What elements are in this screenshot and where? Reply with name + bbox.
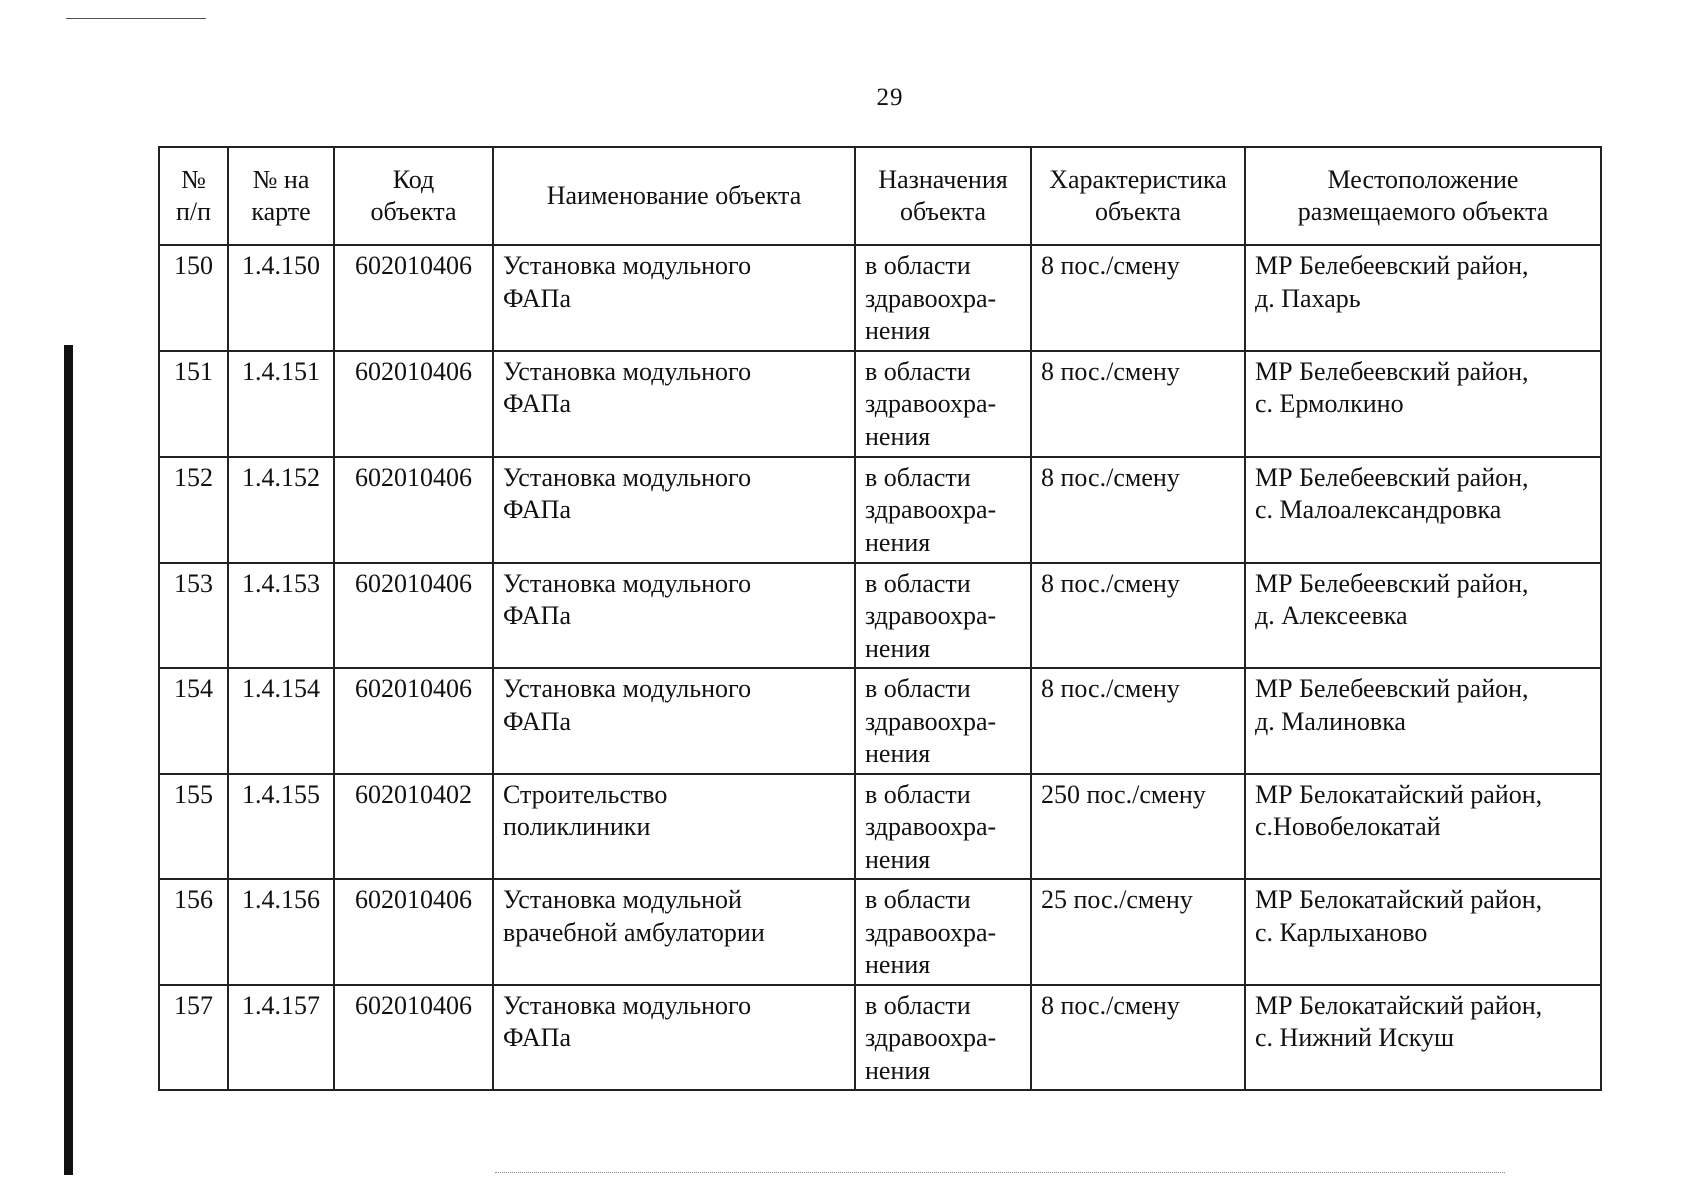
header-line: № на — [252, 164, 310, 194]
page-number: 29 — [876, 84, 904, 111]
header-object-name — [493, 147, 855, 245]
cell-map-number: 1.4.156 — [228, 879, 334, 985]
cell-row-number: 152 — [159, 457, 228, 563]
cell-line: Установка модульного — [503, 990, 752, 1020]
cell-object-location — [1245, 563, 1601, 669]
cell-line: МР Белебеевский район, — [1255, 356, 1529, 386]
cell-object-location — [1245, 245, 1601, 351]
cell-line: здравоохра- — [865, 283, 997, 313]
cell-map-number: 1.4.151 — [228, 351, 334, 457]
cell-line: ФАПа — [503, 495, 571, 524]
cell-line: в области — [865, 885, 971, 914]
cell-line: с. Малоалександровка — [1255, 495, 1502, 524]
cell-object-name — [493, 774, 855, 880]
cell-line: здравоохра- — [865, 812, 997, 841]
header-line: карте — [251, 197, 311, 226]
cell-line: нения — [865, 739, 931, 768]
cell-line: нения — [865, 316, 931, 345]
cell-line: Установка модульного — [503, 568, 752, 598]
cell-line: 8 пос./смену — [1041, 990, 1180, 1020]
cell-line: 8 пос./смену — [1041, 356, 1180, 386]
cell-object-code: 602010406 — [334, 985, 493, 1091]
cell-object-name — [493, 668, 855, 774]
table-row — [159, 351, 1601, 457]
bottom-rule — [495, 1172, 1505, 1173]
cell-line: нения — [865, 633, 931, 663]
cell-line: ФАПа — [503, 389, 571, 418]
cell-object-purpose — [855, 668, 1031, 774]
table-row — [159, 668, 1601, 774]
cell-line: в области — [865, 462, 971, 492]
cell-line: д. Алексеевка — [1255, 601, 1408, 630]
cell-line: здравоохра- — [865, 601, 997, 630]
cell-row-number: 153 — [159, 563, 228, 669]
table-header-row — [159, 147, 1601, 245]
header-object-code — [334, 147, 493, 245]
table-row — [159, 457, 1601, 563]
header-line: Местоположение — [1327, 164, 1519, 194]
cell-object-purpose — [855, 563, 1031, 669]
cell-line: нения — [865, 950, 931, 979]
cell-line: МР Белебеевский район, — [1255, 674, 1529, 703]
header-line: Код — [392, 164, 435, 194]
table-body — [159, 245, 1601, 1090]
cell-line: в области — [865, 674, 971, 703]
cell-line: здравоохра- — [865, 389, 997, 418]
cell-object-characteristic — [1031, 245, 1245, 351]
table-row — [159, 774, 1601, 880]
cell-map-number: 1.4.155 — [228, 774, 334, 880]
cell-map-number: 1.4.157 — [228, 985, 334, 1091]
cell-row-number: 151 — [159, 351, 228, 457]
cell-line: Установка модульного — [503, 674, 752, 703]
cell-line: с. Нижний Искуш — [1255, 1023, 1455, 1052]
cell-object-purpose — [855, 774, 1031, 880]
cell-line: д. Малиновка — [1255, 706, 1406, 736]
header-line: объекта — [1094, 197, 1182, 226]
cell-object-characteristic — [1031, 668, 1245, 774]
cell-object-code: 602010406 — [334, 879, 493, 985]
cell-object-code: 602010406 — [334, 668, 493, 774]
cell-line: ФАПа — [503, 283, 571, 313]
cell-line: 250 пос./смену — [1041, 779, 1206, 809]
header-line: п/п — [175, 197, 212, 226]
cell-object-name — [493, 563, 855, 669]
header-line: Наименование объекта — [546, 180, 802, 210]
cell-line: Строительство — [503, 779, 668, 809]
cell-line: 8 пос./смену — [1041, 462, 1180, 492]
cell-map-number: 1.4.152 — [228, 457, 334, 563]
cell-line: здравоохра- — [865, 706, 997, 736]
cell-line: Установка модульного — [503, 251, 752, 280]
cell-map-number: 1.4.150 — [228, 245, 334, 351]
top-rule — [66, 18, 206, 19]
header-object-location — [1245, 147, 1601, 245]
cell-line: 8 пос./смену — [1041, 674, 1180, 703]
cell-line: с.Новобелокатай — [1255, 812, 1441, 841]
cell-object-characteristic — [1031, 563, 1245, 669]
cell-line: МР Белокатайский район, — [1255, 885, 1543, 914]
header-line: Назначения — [878, 164, 1008, 194]
cell-object-code: 602010402 — [334, 774, 493, 880]
cell-line: поликлиники — [503, 812, 651, 841]
cell-object-location — [1245, 879, 1601, 985]
cell-line: нения — [865, 527, 931, 557]
cell-row-number: 155 — [159, 774, 228, 880]
header-object-purpose — [855, 147, 1031, 245]
header-line: размещаемого объекта — [1297, 197, 1549, 226]
cell-line: в области — [865, 251, 971, 280]
cell-line: д. Пахарь — [1255, 283, 1361, 313]
cell-row-number: 157 — [159, 985, 228, 1091]
cell-object-purpose — [855, 457, 1031, 563]
cell-object-purpose — [855, 985, 1031, 1091]
cell-line: Установка модульного — [503, 356, 752, 386]
cell-object-characteristic — [1031, 351, 1245, 457]
table-row — [159, 879, 1601, 985]
cell-row-number: 156 — [159, 879, 228, 985]
cell-line: МР Белокатайский район, — [1255, 990, 1543, 1020]
cell-line: в области — [865, 779, 971, 809]
cell-object-code: 602010406 — [334, 457, 493, 563]
cell-object-purpose — [855, 879, 1031, 985]
cell-line: МР Белебеевский район, — [1255, 251, 1529, 280]
header-row-number — [159, 147, 228, 245]
cell-line: в области — [865, 356, 971, 386]
cell-row-number: 150 — [159, 245, 228, 351]
header-line: объекта — [899, 197, 987, 226]
cell-object-code: 602010406 — [334, 563, 493, 669]
cell-map-number: 1.4.154 — [228, 668, 334, 774]
cell-object-name — [493, 457, 855, 563]
cell-line: здравоохра- — [865, 495, 997, 524]
cell-line: МР Белокатайский район, — [1255, 779, 1543, 809]
cell-object-location — [1245, 774, 1601, 880]
header-line: объекта — [370, 197, 457, 226]
cell-object-purpose — [855, 351, 1031, 457]
table-row — [159, 245, 1601, 351]
cell-object-location — [1245, 668, 1601, 774]
table-row — [159, 563, 1601, 669]
cell-object-location — [1245, 351, 1601, 457]
cell-object-name — [493, 351, 855, 457]
cell-object-code: 602010406 — [334, 245, 493, 351]
scan-left-edge — [64, 345, 73, 1175]
cell-line: МР Белебеевский район, — [1255, 462, 1529, 492]
header-object-characteristic — [1031, 147, 1245, 245]
cell-line: нения — [865, 421, 931, 451]
cell-object-location — [1245, 985, 1601, 1091]
cell-row-number: 154 — [159, 668, 228, 774]
cell-line: ФАПа — [503, 706, 571, 736]
cell-object-characteristic — [1031, 457, 1245, 563]
cell-line: здравоохра- — [865, 917, 997, 947]
cell-line: 8 пос./смену — [1041, 568, 1180, 598]
cell-line: нения — [865, 844, 931, 874]
cell-line: с. Ермолкино — [1255, 389, 1404, 418]
cell-object-name — [493, 245, 855, 351]
cell-line: нения — [865, 1055, 931, 1085]
cell-object-characteristic — [1031, 774, 1245, 880]
cell-line: Установка модульной — [503, 885, 742, 914]
cell-line: ФАПа — [503, 601, 571, 630]
cell-object-characteristic — [1031, 879, 1245, 985]
cell-line: 8 пос./смену — [1041, 251, 1180, 280]
cell-object-purpose — [855, 245, 1031, 351]
table-row — [159, 985, 1601, 1091]
cell-map-number: 1.4.153 — [228, 563, 334, 669]
objects-table — [158, 146, 1602, 1091]
cell-line: с. Карлыханово — [1255, 917, 1428, 947]
cell-object-code: 602010406 — [334, 351, 493, 457]
cell-line: здравоохра- — [865, 1023, 997, 1052]
cell-object-name — [493, 985, 855, 1091]
cell-line: в области — [865, 990, 971, 1020]
cell-line: в области — [865, 568, 971, 598]
cell-line: врачебной амбулатории — [503, 917, 765, 947]
cell-object-characteristic — [1031, 985, 1245, 1091]
cell-line: ФАПа — [503, 1023, 571, 1052]
header-map-number — [228, 147, 334, 245]
header-line: № — [181, 164, 206, 194]
cell-line: МР Белебеевский район, — [1255, 568, 1529, 598]
cell-line: 25 пос./смену — [1041, 885, 1193, 914]
cell-object-name — [493, 879, 855, 985]
cell-object-location — [1245, 457, 1601, 563]
header-line: Характеристика — [1049, 164, 1227, 194]
cell-line: Установка модульного — [503, 462, 752, 492]
